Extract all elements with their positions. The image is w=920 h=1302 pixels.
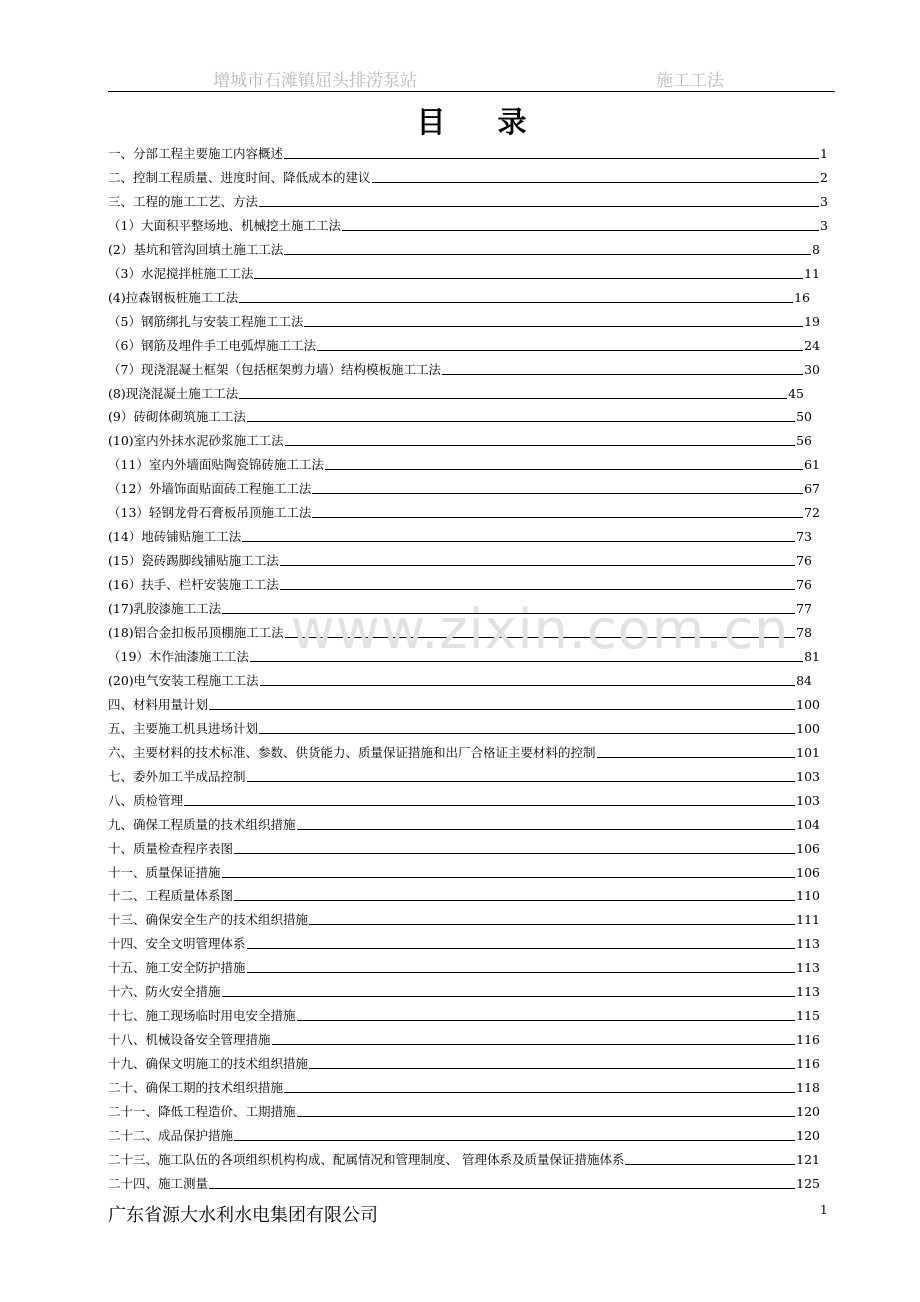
- toc-entry-page: 103: [796, 768, 820, 784]
- toc-leader-line: [285, 637, 795, 638]
- toc-leader-line: [239, 398, 787, 399]
- toc-entry-label: (18)铝合金扣板吊顶棚施工工法: [108, 625, 284, 640]
- toc-entry-label: (10)室内外抹水泥砂浆施工工法: [108, 433, 284, 449]
- toc-leader-line: [297, 1116, 796, 1117]
- toc-entry-label: 十八、机械设备安全管理措施: [108, 1032, 271, 1048]
- toc-entry[interactable]: [108, 1098, 820, 1120]
- toc-entry[interactable]: [108, 1002, 820, 1024]
- page-title: 目录: [416, 105, 579, 139]
- toc-entry-page: 3: [820, 217, 828, 233]
- toc-entry-page: 118: [796, 1080, 820, 1096]
- toc-entry-label: 十三、确保安全生产的技术组织措施: [108, 912, 309, 928]
- toc-entry-page: 110: [796, 888, 820, 904]
- toc-leader-line: [247, 781, 796, 782]
- toc-entry-page: 116: [796, 1032, 820, 1048]
- toc-entry-label: 十九、确保文明施工的技术组织措施: [108, 1056, 309, 1072]
- toc-entry[interactable]: [108, 356, 820, 378]
- toc-entry-page: 3: [820, 193, 828, 209]
- toc-leader-line: [259, 206, 819, 207]
- toc-leader-line: [272, 1044, 796, 1045]
- toc-entry-page: 120: [796, 1127, 820, 1143]
- toc-entry[interactable]: [108, 523, 812, 545]
- toc-entry-label: 二十、确保工期的技术组织措施: [108, 1080, 284, 1096]
- toc-entry-label: （7）现浇混凝土框架（包括框架剪力墙）结构模板施工工法: [108, 361, 441, 377]
- toc-entry-page: 116: [796, 1056, 820, 1072]
- toc-entry[interactable]: [108, 835, 820, 857]
- toc-entry-page: 8: [812, 241, 820, 257]
- toc-leader-line: [247, 972, 796, 973]
- toc-entry-page: 78: [796, 625, 812, 640]
- toc-entry-page: 120: [796, 1104, 820, 1119]
- toc-entry[interactable]: [108, 260, 820, 282]
- toc-entry[interactable]: [108, 451, 820, 473]
- toc-leader-line: [280, 589, 795, 590]
- toc-entry-label: （1）大面积平整场地、机械挖土施工工法: [108, 217, 341, 233]
- toc-entry[interactable]: [108, 140, 828, 162]
- toc-entry[interactable]: [108, 1074, 820, 1096]
- toc-leader-line: [285, 445, 795, 446]
- toc-leader-line: [297, 829, 796, 830]
- toc-entry[interactable]: [108, 691, 820, 713]
- toc-leader-line: [342, 230, 819, 231]
- toc-entry-page: 115: [796, 1008, 820, 1024]
- toc-entry-label: 二十三、施工队伍的各项组织机构构成、配属情况和管理制度、 管理体系及质量保证措施体系: [108, 1151, 625, 1167]
- toc-entry-page: 19: [804, 313, 820, 329]
- toc-leader-line: [312, 493, 803, 494]
- toc-entry[interactable]: [108, 284, 810, 306]
- toc-entry[interactable]: [108, 859, 820, 881]
- toc-entry[interactable]: [108, 164, 828, 186]
- toc-leader-line: [284, 254, 811, 255]
- toc-entry-label: （12）外墙饰面贴面砖工程施工工法: [108, 481, 312, 497]
- toc-leader-line: [234, 900, 795, 901]
- toc-entry-label: 十六、防火安全措施: [108, 984, 221, 1000]
- toc-leader-line: [247, 421, 795, 422]
- toc-entry-label: (4)拉森钢板桩施工工法: [108, 289, 239, 305]
- toc-leader-line: [280, 565, 795, 566]
- toc-entry-page: 100: [796, 720, 820, 736]
- header-divider: [108, 91, 835, 92]
- toc-entry-page: 111: [796, 912, 820, 928]
- toc-entry-page: 100: [796, 696, 820, 712]
- toc-leader-line: [222, 877, 796, 878]
- toc-entry-label: 三、工程的施工工艺、方法: [108, 193, 259, 209]
- toc-entry-label: （19）木作油漆施工工法: [108, 648, 249, 664]
- toc-leader-line: [254, 278, 803, 279]
- toc-entry[interactable]: [108, 427, 812, 449]
- toc-entry[interactable]: [108, 787, 820, 809]
- toc-entry-page: 125: [796, 1175, 820, 1191]
- toc-entry-label: (2）基坑和管沟回填土施工工法: [108, 241, 284, 257]
- toc-entry-page: 45: [788, 385, 804, 401]
- toc-entry[interactable]: [108, 978, 820, 1000]
- toc-entry[interactable]: [108, 667, 812, 689]
- toc-entry-page: 1: [820, 146, 828, 161]
- toc-entry-label: 一、分部工程主要施工内容概述: [108, 146, 284, 161]
- toc-leader-line: [260, 685, 795, 686]
- toc-entry[interactable]: [108, 906, 820, 928]
- toc-entry[interactable]: [108, 475, 820, 497]
- toc-entry-page: 113: [796, 960, 820, 976]
- watermark: www.zixin.com.cn: [290, 598, 790, 661]
- toc-entry-label: (14）地砖铺贴施工工法: [108, 529, 242, 545]
- toc-entry-label: 六、主要材料的技术标准、参数、供货能力、质量保证措施和出厂合格证主要材料的控制: [108, 744, 596, 760]
- toc-entry-label: 十四、安全文明管理体系: [108, 936, 246, 952]
- toc-entry-label: 七、委外加工半成品控制: [108, 768, 246, 784]
- toc-entry-label: (9）砖砌体砌筑施工工法: [108, 409, 246, 425]
- toc-entry[interactable]: [108, 954, 820, 976]
- toc-entry-label: (17)乳胶漆施工工法: [108, 601, 222, 617]
- toc-leader-line: [239, 302, 793, 303]
- toc-leader-line: [317, 350, 803, 351]
- toc-entry-page: 11: [804, 265, 820, 281]
- toc-entry-label: 二十四、施工测量: [108, 1175, 209, 1191]
- toc-entry[interactable]: [108, 595, 812, 617]
- toc-entry-page: 2: [820, 169, 828, 185]
- toc-entry[interactable]: [108, 499, 820, 521]
- toc-entry-page: 61: [804, 457, 820, 473]
- toc-leader-line: [234, 853, 795, 854]
- toc-leader-line: [309, 1068, 795, 1069]
- toc-entry[interactable]: [108, 332, 820, 354]
- toc-entry[interactable]: [108, 1146, 820, 1168]
- toc-entry[interactable]: [108, 308, 820, 330]
- toc-entry-page: 101: [796, 744, 820, 760]
- toc-entry-page: 73: [796, 529, 812, 545]
- toc-leader-line: [184, 805, 795, 806]
- toc-entry-page: 103: [796, 792, 820, 808]
- toc-entry[interactable]: [108, 643, 820, 665]
- toc-entry-label: 十二、工程质量体系图: [108, 888, 234, 904]
- header-project-name: 增城市石滩镇屈头排涝泵站: [213, 71, 417, 91]
- toc-entry-label: （6）钢筋及埋件手工电弧焊施工工法: [108, 337, 316, 353]
- toc-entry-page: 76: [796, 577, 812, 593]
- toc-entry-label: 十七、施工现场临时用电安全措施: [108, 1008, 296, 1024]
- toc-leader-line: [250, 661, 803, 662]
- toc-entry-label: （5）钢筋绑扎与安装工程施工工法: [108, 313, 304, 329]
- toc-entry[interactable]: [108, 715, 820, 737]
- toc-leader-line: [222, 613, 795, 614]
- footer-page-number: 1: [820, 1203, 828, 1217]
- toc-leader-line: [442, 374, 803, 375]
- toc-entry-label: 二十二、成品保护措施: [108, 1127, 234, 1143]
- toc-entry[interactable]: [108, 763, 820, 785]
- toc-entry-label: (16）扶手、栏杆安装施工工法: [108, 577, 279, 593]
- toc-entry-page: 50: [796, 409, 812, 425]
- toc-entry-label: (15）瓷砖踢脚线铺贴施工工法: [108, 553, 279, 569]
- toc-leader-line: [372, 182, 820, 183]
- toc-entry-page: 56: [796, 433, 812, 449]
- toc-entry[interactable]: [108, 380, 804, 402]
- toc-entry-label: 十五、施工安全防护措施: [108, 960, 246, 976]
- toc-entry-label: 二、控制工程质量、进度时间、降低成本的建议: [108, 169, 371, 185]
- toc-entry[interactable]: [108, 1026, 820, 1048]
- toc-entry-page: 16: [794, 289, 810, 305]
- toc-entry-label: 五、主要施工机具进场计划: [108, 720, 259, 736]
- toc-entry-page: 104: [796, 816, 820, 832]
- toc-leader-line: [284, 1092, 795, 1093]
- toc-leader-line: [242, 541, 795, 542]
- toc-entry-label: 十、质量检查程序表图: [108, 840, 234, 856]
- toc-entry-page: 106: [796, 864, 820, 880]
- toc-leader-line: [247, 948, 796, 949]
- header-doc-type: 施工工法: [656, 71, 724, 91]
- toc-leader-line: [309, 924, 795, 925]
- toc-entry[interactable]: [108, 236, 820, 258]
- toc-entry-page: 121: [796, 1151, 820, 1167]
- toc-entry[interactable]: [108, 188, 828, 210]
- toc-entry-page: 30: [804, 361, 820, 377]
- toc-entry[interactable]: [108, 547, 812, 569]
- toc-entry-page: 76: [796, 553, 812, 569]
- toc-entry-label: 十一、质量保证措施: [108, 864, 221, 880]
- toc-entry[interactable]: [108, 1050, 820, 1072]
- toc-entry[interactable]: [108, 930, 820, 952]
- toc-leader-line: [312, 517, 803, 518]
- toc-entry-page: 24: [804, 337, 820, 353]
- footer-company: 广东省源大水利水电集团有限公司: [108, 1205, 378, 1226]
- toc-entry[interactable]: [108, 1170, 820, 1192]
- toc-entry-label: （11）室内外墙面贴陶瓷锦砖施工工法: [108, 457, 324, 473]
- toc-entry-page: 113: [796, 984, 820, 1000]
- toc-leader-line: [625, 1164, 795, 1165]
- toc-entry-page: 67: [804, 481, 820, 497]
- toc-leader-line: [304, 326, 803, 327]
- toc-entry[interactable]: [108, 882, 820, 904]
- toc-leader-line: [209, 709, 795, 710]
- toc-entry[interactable]: [108, 1122, 820, 1144]
- toc-entry-label: （3）水泥搅拌桩施工工法: [108, 265, 254, 281]
- toc-entry-page: 81: [804, 648, 820, 664]
- toc-entry[interactable]: [108, 619, 812, 641]
- toc-leader-line: [597, 757, 796, 758]
- toc-entry[interactable]: [108, 739, 820, 761]
- toc-entry-label: （13）轻钢龙骨石膏板吊顶施工工法: [108, 505, 312, 521]
- toc-entry-label: (8)现浇混凝土施工工法: [108, 385, 239, 401]
- toc-entry-label: (20)电气安装工程施工工法: [108, 672, 259, 688]
- toc-leader-line: [325, 469, 803, 470]
- toc-leader-line: [209, 1188, 795, 1189]
- toc-leader-line: [222, 996, 796, 997]
- toc-entry-page: 84: [796, 672, 812, 688]
- toc-entry[interactable]: [108, 403, 812, 425]
- toc-leader-line: [234, 1140, 795, 1141]
- toc-leader-line: [297, 1020, 796, 1021]
- toc-entry-page: 106: [796, 840, 820, 856]
- toc-entry-page: 72: [804, 505, 820, 521]
- toc-leader-line: [284, 158, 819, 159]
- toc-entry-label: 二十一、降低工程造价、工期措施: [108, 1104, 296, 1119]
- toc-entry[interactable]: [108, 571, 812, 593]
- toc-entry[interactable]: [108, 212, 828, 234]
- toc-entry-page: 77: [796, 601, 812, 617]
- toc-entry-label: 四、材料用量计划: [108, 696, 209, 712]
- toc-entry-page: 113: [796, 936, 820, 952]
- toc-entry-label: 九、确保工程质量的技术组织措施: [108, 816, 296, 832]
- toc-entry[interactable]: [108, 811, 820, 833]
- toc-leader-line: [259, 733, 795, 734]
- toc-entry-label: 八、质检管理: [108, 792, 184, 808]
